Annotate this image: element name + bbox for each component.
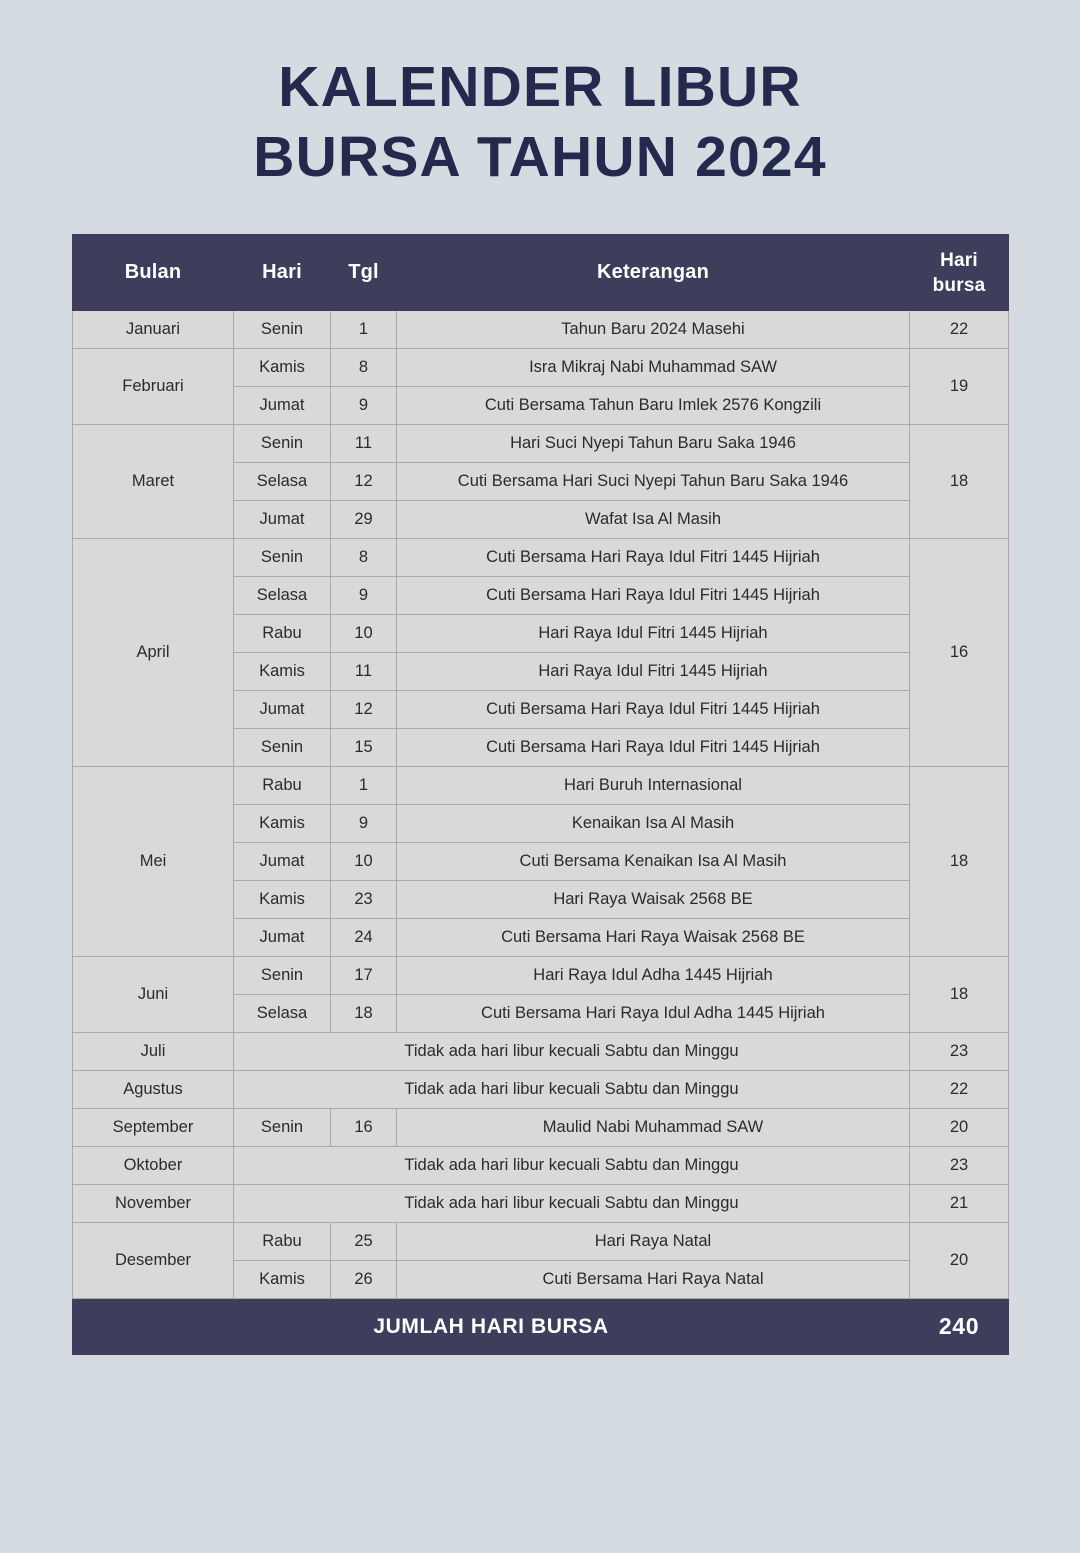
keterangan-cell: Cuti Bersama Hari Raya Idul Fitri 1445 Hijriah [397, 691, 910, 729]
table-row [73, 1223, 1009, 1261]
tgl-cell: 11 [331, 653, 397, 691]
column-header-hari: Hari [234, 235, 331, 311]
keterangan-cell: Hari Raya Idul Fitri 1445 Hijriah [397, 653, 910, 691]
hari-cell: Jumat [234, 691, 331, 729]
table-row [73, 349, 1009, 387]
hari-cell: Jumat [234, 919, 331, 957]
hari-bursa-cell: 20 [910, 1223, 1009, 1299]
keterangan-cell: Cuti Bersama Hari Raya Idul Fitri 1445 Hijriah [397, 539, 910, 577]
hari-cell: Rabu [234, 615, 331, 653]
keterangan-cell: Hari Suci Nyepi Tahun Baru Saka 1946 [397, 425, 910, 463]
tgl-cell: 9 [331, 577, 397, 615]
hari-bursa-cell: 18 [910, 425, 1009, 539]
keterangan-cell: Hari Raya Idul Fitri 1445 Hijriah [397, 615, 910, 653]
table-row [73, 539, 1009, 577]
no-holiday-note-cell: Tidak ada hari libur kecuali Sabtu dan Minggu [234, 1071, 910, 1109]
month-cell: Maret [73, 425, 234, 539]
hari-bursa-cell: 21 [910, 1185, 1009, 1223]
hari-bursa-cell: 23 [910, 1147, 1009, 1185]
tgl-cell: 26 [331, 1261, 397, 1299]
month-cell: September [73, 1109, 234, 1147]
tgl-cell: 23 [331, 881, 397, 919]
tgl-cell: 8 [331, 539, 397, 577]
keterangan-cell: Cuti Bersama Hari Raya Natal [397, 1261, 910, 1299]
hari-cell: Rabu [234, 767, 331, 805]
tgl-cell: 15 [331, 729, 397, 767]
month-cell: Mei [73, 767, 234, 957]
hari-cell: Rabu [234, 1223, 331, 1261]
month-cell: Desember [73, 1223, 234, 1299]
hari-cell: Senin [234, 311, 331, 349]
tgl-cell: 17 [331, 957, 397, 995]
tgl-cell: 18 [331, 995, 397, 1033]
table-row [73, 311, 1009, 349]
hari-cell: Jumat [234, 501, 331, 539]
no-holiday-note-cell: Tidak ada hari libur kecuali Sabtu dan Minggu [234, 1147, 910, 1185]
tgl-cell: 12 [331, 463, 397, 501]
tgl-cell: 10 [331, 843, 397, 881]
tgl-cell: 9 [331, 805, 397, 843]
no-holiday-note-cell: Tidak ada hari libur kecuali Sabtu dan Minggu [234, 1033, 910, 1071]
column-header-hari-bursa-line-1: Hari [940, 249, 978, 271]
keterangan-cell: Cuti Bersama Hari Raya Waisak 2568 BE [397, 919, 910, 957]
table-header [73, 235, 1009, 311]
table-row [73, 1109, 1009, 1147]
table-row [73, 1071, 1009, 1109]
table-footer [73, 1299, 1009, 1355]
tgl-cell: 9 [331, 387, 397, 425]
tgl-cell: 10 [331, 615, 397, 653]
hari-cell: Selasa [234, 577, 331, 615]
month-cell: April [73, 539, 234, 767]
hari-cell: Kamis [234, 349, 331, 387]
table-header-row [73, 235, 1009, 311]
hari-cell: Senin [234, 539, 331, 577]
total-value: 240 [910, 1299, 1009, 1355]
hari-cell: Senin [234, 729, 331, 767]
tgl-cell: 12 [331, 691, 397, 729]
keterangan-cell: Cuti Bersama Hari Suci Nyepi Tahun Baru Saka 1946 [397, 463, 910, 501]
hari-bursa-cell: 23 [910, 1033, 1009, 1071]
month-cell: Juli [73, 1033, 234, 1071]
hari-bursa-cell: 19 [910, 349, 1009, 425]
hari-bursa-cell: 22 [910, 1071, 1009, 1109]
keterangan-cell: Hari Raya Natal [397, 1223, 910, 1261]
hari-cell: Kamis [234, 1261, 331, 1299]
page-title-line-2: BURSA TAHUN 2024 [253, 125, 827, 189]
month-cell: Januari [73, 311, 234, 349]
table-row [73, 767, 1009, 805]
page-title-line-1: KALENDER LIBUR [278, 55, 802, 119]
hari-cell: Jumat [234, 387, 331, 425]
table-body [73, 311, 1009, 1299]
tgl-cell: 8 [331, 349, 397, 387]
tgl-cell: 1 [331, 767, 397, 805]
column-header-tgl: Tgl [331, 235, 397, 311]
hari-cell: Kamis [234, 881, 331, 919]
table-row [73, 425, 1009, 463]
hari-bursa-cell: 22 [910, 311, 1009, 349]
column-header-hari-bursa-line-2: bursa [932, 274, 986, 296]
keterangan-cell: Hari Buruh Internasional [397, 767, 910, 805]
total-label: JUMLAH HARI BURSA [73, 1299, 910, 1355]
keterangan-cell: Cuti Bersama Hari Raya Idul Fitri 1445 Hijriah [397, 577, 910, 615]
table-row [73, 1033, 1009, 1071]
hari-cell: Senin [234, 957, 331, 995]
tgl-cell: 24 [331, 919, 397, 957]
hari-cell: Kamis [234, 653, 331, 691]
hari-bursa-cell: 16 [910, 539, 1009, 767]
holiday-table [72, 234, 1009, 1355]
column-header-hari-bursa [910, 235, 1009, 311]
month-cell: November [73, 1185, 234, 1223]
hari-bursa-cell: 18 [910, 767, 1009, 957]
hari-cell: Selasa [234, 995, 331, 1033]
tgl-cell: 1 [331, 311, 397, 349]
keterangan-cell: Hari Raya Waisak 2568 BE [397, 881, 910, 919]
holiday-table-container [72, 234, 1008, 1355]
keterangan-cell: Wafat Isa Al Masih [397, 501, 910, 539]
keterangan-cell: Isra Mikraj Nabi Muhammad SAW [397, 349, 910, 387]
table-row [73, 1147, 1009, 1185]
keterangan-cell: Cuti Bersama Tahun Baru Imlek 2576 Kongzili [397, 387, 910, 425]
hari-bursa-cell: 18 [910, 957, 1009, 1033]
hari-bursa-cell: 20 [910, 1109, 1009, 1147]
hari-cell: Kamis [234, 805, 331, 843]
page-title [0, 0, 1080, 192]
tgl-cell: 29 [331, 501, 397, 539]
keterangan-cell: Cuti Bersama Kenaikan Isa Al Masih [397, 843, 910, 881]
keterangan-cell: Tahun Baru 2024 Masehi [397, 311, 910, 349]
table-row [73, 957, 1009, 995]
keterangan-cell: Cuti Bersama Hari Raya Idul Adha 1445 Hijriah [397, 995, 910, 1033]
column-header-keterangan: Keterangan [397, 235, 910, 311]
hari-cell: Senin [234, 1109, 331, 1147]
hari-cell: Jumat [234, 843, 331, 881]
tgl-cell: 25 [331, 1223, 397, 1261]
month-cell: Agustus [73, 1071, 234, 1109]
column-header-bulan: Bulan [73, 235, 234, 311]
total-row [73, 1299, 1009, 1355]
month-cell: Juni [73, 957, 234, 1033]
keterangan-cell: Hari Raya Idul Adha 1445 Hijriah [397, 957, 910, 995]
keterangan-cell: Maulid Nabi Muhammad SAW [397, 1109, 910, 1147]
tgl-cell: 16 [331, 1109, 397, 1147]
keterangan-cell: Kenaikan Isa Al Masih [397, 805, 910, 843]
month-cell: Februari [73, 349, 234, 425]
hari-cell: Selasa [234, 463, 331, 501]
no-holiday-note-cell: Tidak ada hari libur kecuali Sabtu dan Minggu [234, 1185, 910, 1223]
tgl-cell: 11 [331, 425, 397, 463]
table-row [73, 1185, 1009, 1223]
hari-cell: Senin [234, 425, 331, 463]
month-cell: Oktober [73, 1147, 234, 1185]
keterangan-cell: Cuti Bersama Hari Raya Idul Fitri 1445 Hijriah [397, 729, 910, 767]
